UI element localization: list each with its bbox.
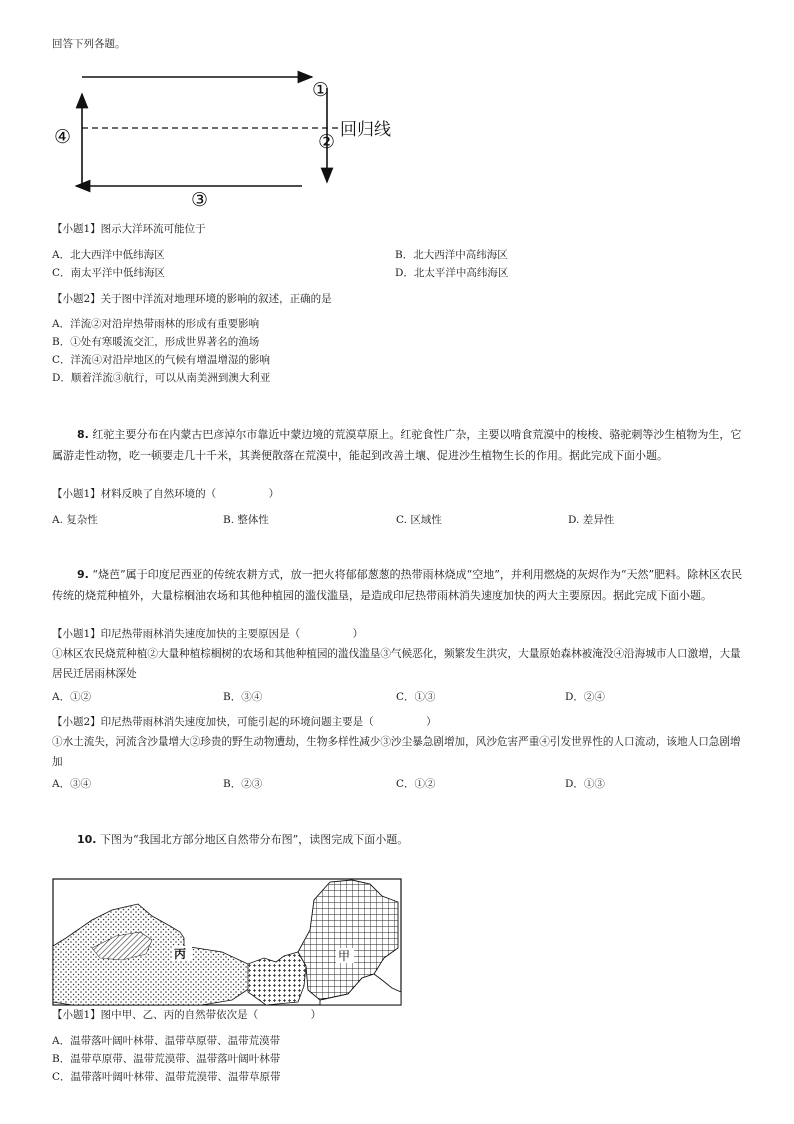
- natural-zone-map: [52, 878, 402, 1006]
- q8-sub1-option-d[interactable]: D. 差异性: [568, 514, 615, 526]
- q7-sub1-option-b[interactable]: B．北大西洋中高纬海区: [395, 249, 508, 261]
- q8-passage-text: 红驼主要分布在内蒙古巴彦淖尔市靠近中蒙边境的荒漠草原上。红驼食性广杂，主要以啃食荒漠中的梭梭、骆驼刺等沙生植物为生，它属游走性动物，吃一顿要走几十千米，其粪便散落在荒漠中，能起到改善土壤、促进沙生植物生长的作用。据此完成下面小题。: [52, 428, 742, 462]
- q9-passage-text: “烧芭”属于印度尼西亚的传统农耕方式，放一把火将郁郁葱葱的热带雨林烧成“空地”，并利用燃烧的灰烬作为“天然”肥料。除林区农民传统的烧荒种植外，大量棕榈油农场和其他种植园的滥伐滥垦，是造成印尼热带雨林消失速度加快的两大主要原因。据此完成下面小题。: [52, 568, 743, 602]
- q8-passage: [52, 424, 744, 466]
- q7-sub2-stem: 【小题2】关于图中洋流对地理环境的影响的叙述，正确的是: [52, 293, 332, 305]
- q10-sub1-option-b[interactable]: B．温带草原带、温带荒漠带、温带落叶阔叶林带: [52, 1053, 281, 1065]
- q9-sub1-option-d[interactable]: D．②④: [565, 691, 605, 703]
- current-label-4: ④: [54, 126, 72, 148]
- map-label-bing: 丙: [174, 947, 187, 961]
- q7-sub2-option-a[interactable]: A．洋流②对沿岸热带雨林的形成有重要影响: [52, 318, 260, 330]
- q9-sub2-option-a[interactable]: A．③④: [52, 778, 92, 790]
- current-label-2: ②: [318, 131, 336, 153]
- current-label-3: ③: [191, 189, 209, 211]
- q10-number: 10.: [77, 833, 97, 846]
- q9-sub2-option-d[interactable]: D．①③: [565, 778, 605, 790]
- q9-sub2-option-b[interactable]: B．②③: [223, 778, 263, 790]
- q10-sub1-option-c[interactable]: C．温带落叶阔叶林带、温带荒漠带、温带草原带: [52, 1071, 281, 1083]
- map-label-jia: 甲: [338, 949, 351, 963]
- q8-sub1-option-a[interactable]: A. 复杂性: [52, 514, 98, 526]
- tropic-label: 回归线: [340, 120, 391, 140]
- q9-sub1-option-c[interactable]: C．①③: [396, 691, 436, 703]
- intro-text: 回答下列各题。: [52, 38, 126, 50]
- q7-sub2-option-d[interactable]: D．顺着洋流③航行，可以从南美洲到澳大利亚: [52, 372, 271, 384]
- q9-sub1-option-a[interactable]: A．①②: [52, 691, 92, 703]
- q10-sub1-stem: 【小题1】图中甲、乙、丙的自然带依次是（ ）: [52, 1009, 322, 1021]
- q9-sub1-stem: 【小题1】印尼热带雨林消失速度加快的主要原因是（ ）: [52, 628, 364, 640]
- q8-sub1-option-c[interactable]: C. 区域性: [396, 514, 442, 526]
- q7-sub1-stem: 【小题1】图示大洋环流可能位于: [52, 223, 206, 235]
- ocean-current-diagram: [50, 70, 391, 211]
- q10-sub1-option-a[interactable]: A．温带落叶阔叶林带、温带草原带、温带荒漠带: [52, 1035, 281, 1047]
- q10-passage-text: 下图为“我国北方部分地区自然带分布图”，读图完成下面小题。: [100, 833, 409, 846]
- q7-sub1-option-a[interactable]: A．北大西洋中低纬海区: [52, 249, 165, 261]
- q7-sub1-option-d[interactable]: D．北太平洋中高纬海区: [395, 267, 509, 279]
- q7-sub2-option-b[interactable]: B．①处有寒暖流交汇，形成世界著名的渔场: [52, 336, 260, 348]
- q8-number: 8.: [77, 428, 89, 441]
- current-label-1: ①: [312, 79, 330, 101]
- q9-sub2-option-c[interactable]: C．①②: [396, 778, 436, 790]
- q9-sub1-detail: ①林区农民烧荒种植②大量种植棕榈树的农场和其他种植园的滥伐滥垦③气候恶化，频繁发生洪灾，大量原始森林被淹没④沿海城市人口激增，大量居民迁居雨林深处: [52, 648, 741, 680]
- q7-sub2-option-c[interactable]: C．洋流④对沿岸地区的气候有增温增湿的影响: [52, 354, 271, 366]
- q9-number: 9.: [77, 568, 89, 581]
- q9-sub2-detail: ①水土流失，河流含沙量增大②珍贵的野生动物遭劫，生物多样性减少③沙尘暴急剧增加，风沙危害严重④引发世界性的人口流动，该地人口急剧增加: [52, 736, 741, 768]
- q9-sub1-option-b[interactable]: B．③④: [223, 691, 263, 703]
- q7-sub1-option-c[interactable]: C．南太平洋中低纬海区: [52, 267, 166, 279]
- q9-sub2-stem: 【小题2】印尼热带雨林消失速度加快，可能引起的环境问题主要是（ ）: [52, 716, 437, 728]
- q8-sub1-stem: 【小题1】材料反映了自然环境的（ ）: [52, 488, 280, 500]
- q8-sub1-option-b[interactable]: B. 整体性: [223, 514, 269, 526]
- q9-passage: [52, 564, 744, 606]
- q10-passage: [77, 834, 408, 845]
